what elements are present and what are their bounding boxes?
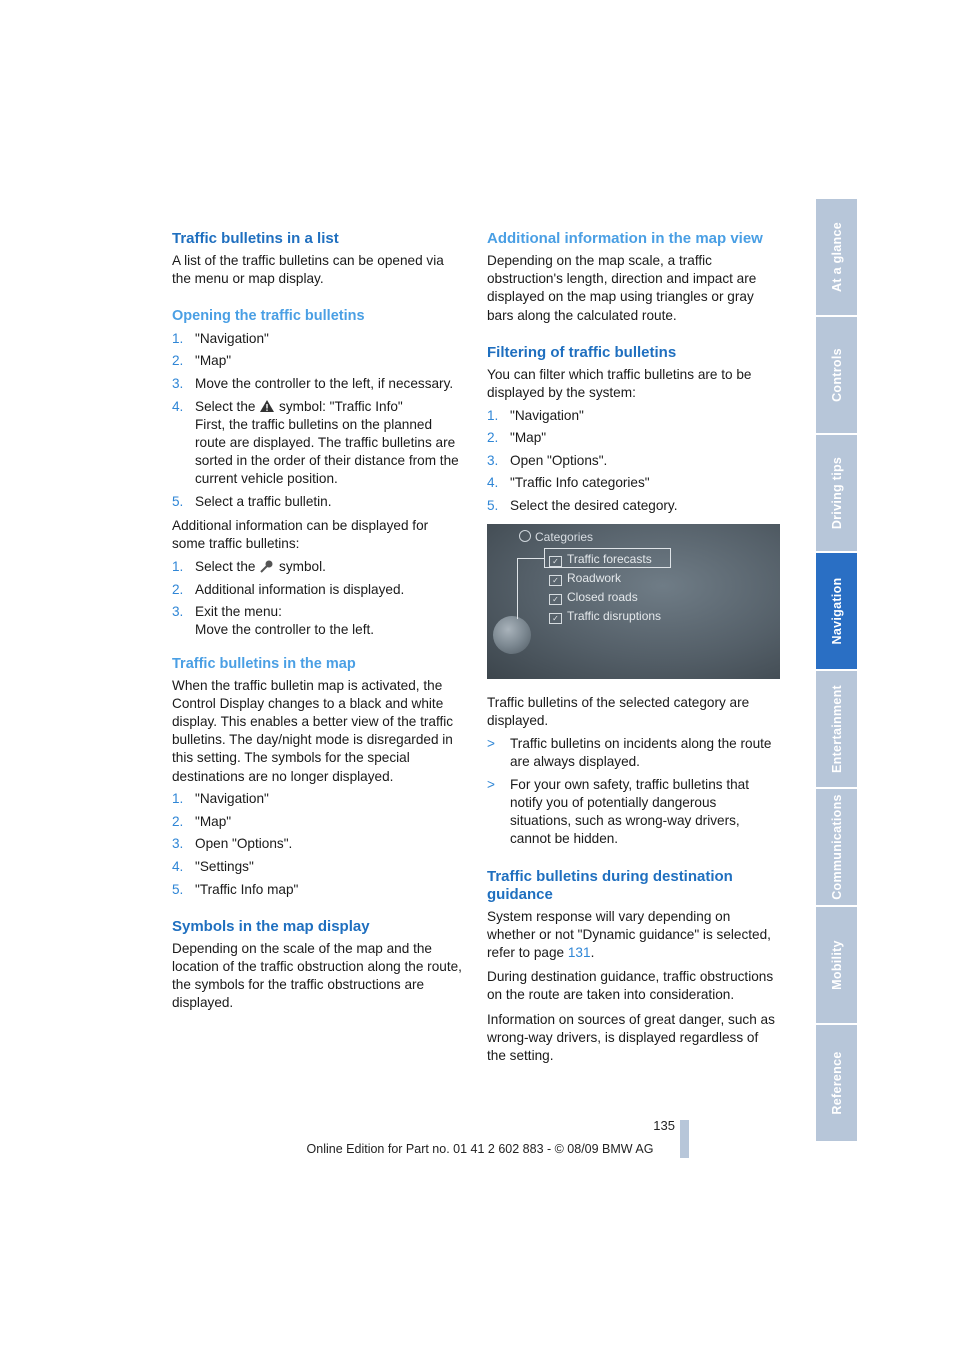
heading-symbols-map-display: Symbols in the map display — [172, 917, 370, 935]
list-item: 1. Select the symbol. — [172, 558, 326, 574]
list-item: > Traffic bulletins on incidents along the route are always displayed. — [487, 735, 772, 770]
heading-bulletins-in-map: Traffic bulletins in the map — [172, 655, 356, 672]
list-item: 5. "Traffic Info map" — [172, 881, 299, 897]
footer-edition: Online Edition for Part no. 01 41 2 602 883 - © 08/09 BMW AG — [306, 1142, 654, 1156]
list-item: 5. Select a traffic bulletin. — [172, 493, 332, 509]
paragraph-guidance-2: During destination guidance, traffic obstructions on the route are taken into consideration. — [487, 969, 774, 1003]
list-item: 3. Open "Options". — [487, 452, 608, 468]
bullet-list — [487, 735, 779, 849]
list-item: > For your own safety, traffic bulletins that notify you of potentially dangerous situations, such as wrong-way drivers, cannot be hidden. — [487, 776, 750, 847]
controller-dial-icon — [493, 616, 531, 654]
tab-mobility[interactable]: Mobility — [816, 907, 857, 1025]
tab-reference[interactable]: Reference — [816, 1025, 857, 1143]
tab-controls[interactable]: Controls — [816, 317, 857, 435]
list-item: 4. Select the symbol: "Traffic Info" First, the traffic bulletins on the planned route are displayed. The traffic bulletins are sorted in the order of their distance from the current vehicle position. — [172, 398, 459, 487]
tab-at-a-glance[interactable]: At a glance — [816, 199, 857, 317]
paragraph-symbols: Depending on the scale of the map and the location of the traffic obstruction along the route, the symbols for the traffic obstructions are displayed. — [172, 940, 462, 1011]
heading-during-guidance: Traffic bulletins during destination guidance — [487, 867, 733, 903]
list-item: 4. "Traffic Info categories" — [487, 475, 650, 491]
paragraph-map-description: When the traffic bulletin map is activated, the Control Display changes to a black and white display. This enables a better view of the traffic bulletins. The day/night mode is disregarded in this setting. The symbols for the special destinations are no longer displayed. — [172, 677, 454, 784]
heading-filtering-bulletins: Filtering of traffic bulletins — [487, 343, 677, 361]
paragraph-list-intro: A list of the traffic bulletins can be opened via the menu or map display. — [172, 253, 444, 287]
list-item: 3. Exit the menu: Move the controller to the left. — [172, 604, 375, 638]
info-wrench-icon — [259, 559, 275, 573]
paragraph-filtering: You can filter which traffic bulletins are to be displayed by the system: — [487, 366, 752, 401]
page-reference-link[interactable]: 131 — [567, 945, 591, 960]
list-item: 2. "Map" — [487, 430, 547, 446]
list-item: 3. Move the controller to the left, if necessary. — [172, 375, 454, 391]
heading-additional-map-view: Additional information in the map view — [487, 230, 763, 247]
list-filter-steps — [487, 407, 779, 516]
heading-opening-bulletins: Opening the traffic bulletins — [172, 308, 365, 325]
list-item: 2. "Map" — [172, 353, 232, 369]
paragraph-guidance-3: Information on sources of great danger, such as wrong-way drivers, is displayed regardless of the setting. — [487, 1011, 775, 1064]
pointer-line — [517, 558, 545, 619]
category-item: ✓ Closed roads — [549, 588, 638, 606]
category-item: ✓ Traffic disruptions — [549, 607, 661, 625]
paragraph-selected-category: Traffic bulletins of the selected category are displayed. — [487, 695, 750, 729]
list-item: 2. Additional information is displayed. — [172, 581, 405, 597]
list-item: 4. "Settings" — [172, 858, 254, 874]
left-column — [172, 230, 464, 1013]
list-item: 3. Open "Options". — [172, 836, 293, 852]
paragraph-additional-info: Additional information can be displayed for some traffic bulletins: — [172, 518, 429, 552]
tab-navigation[interactable]: Navigation — [816, 553, 857, 671]
list-opening-steps — [172, 330, 464, 511]
page-number: 135 — [653, 1118, 675, 1133]
checkbox-icon: ✓ — [549, 575, 562, 586]
list-item: 5. Select the desired category. — [487, 497, 678, 513]
tab-entertainment[interactable]: Entertainment — [816, 671, 857, 789]
tab-driving-tips[interactable]: Driving tips — [816, 435, 857, 553]
list-item: 2. "Map" — [172, 813, 232, 829]
warning-triangle-icon — [259, 399, 275, 413]
categories-screen-image — [487, 524, 780, 679]
right-column — [487, 230, 779, 1065]
category-item: ✓ Traffic forecasts — [549, 550, 652, 568]
checkbox-icon: ✓ — [549, 556, 562, 567]
checkbox-icon: ✓ — [549, 594, 562, 605]
paragraph-additional-map-view: Depending on the map scale, a traffic obstruction's length, direction and impact are displayed on the map using triangles or gray bars along the calculated route. — [487, 253, 757, 323]
paragraph-guidance-1: System response will vary depending on whether or not "Dynamic guidance" is selected, refer to page 131. — [487, 908, 771, 960]
chapter-sidebar — [816, 199, 857, 1143]
list-item: 1. "Navigation" — [487, 407, 584, 423]
tab-communications[interactable]: Communications — [816, 789, 857, 907]
category-item: ✓ Roadwork — [549, 569, 621, 587]
list-map-steps — [172, 790, 464, 899]
list-item: 1. "Navigation" — [172, 330, 269, 346]
list-item: 1. "Navigation" — [172, 791, 269, 807]
heading-traffic-bulletins-list: Traffic bulletins in a list — [172, 230, 339, 247]
list-additional-steps — [172, 558, 464, 640]
checkbox-icon: ✓ — [549, 613, 562, 624]
categories-title-icon — [519, 530, 531, 542]
screen-title: Categories — [535, 530, 594, 545]
